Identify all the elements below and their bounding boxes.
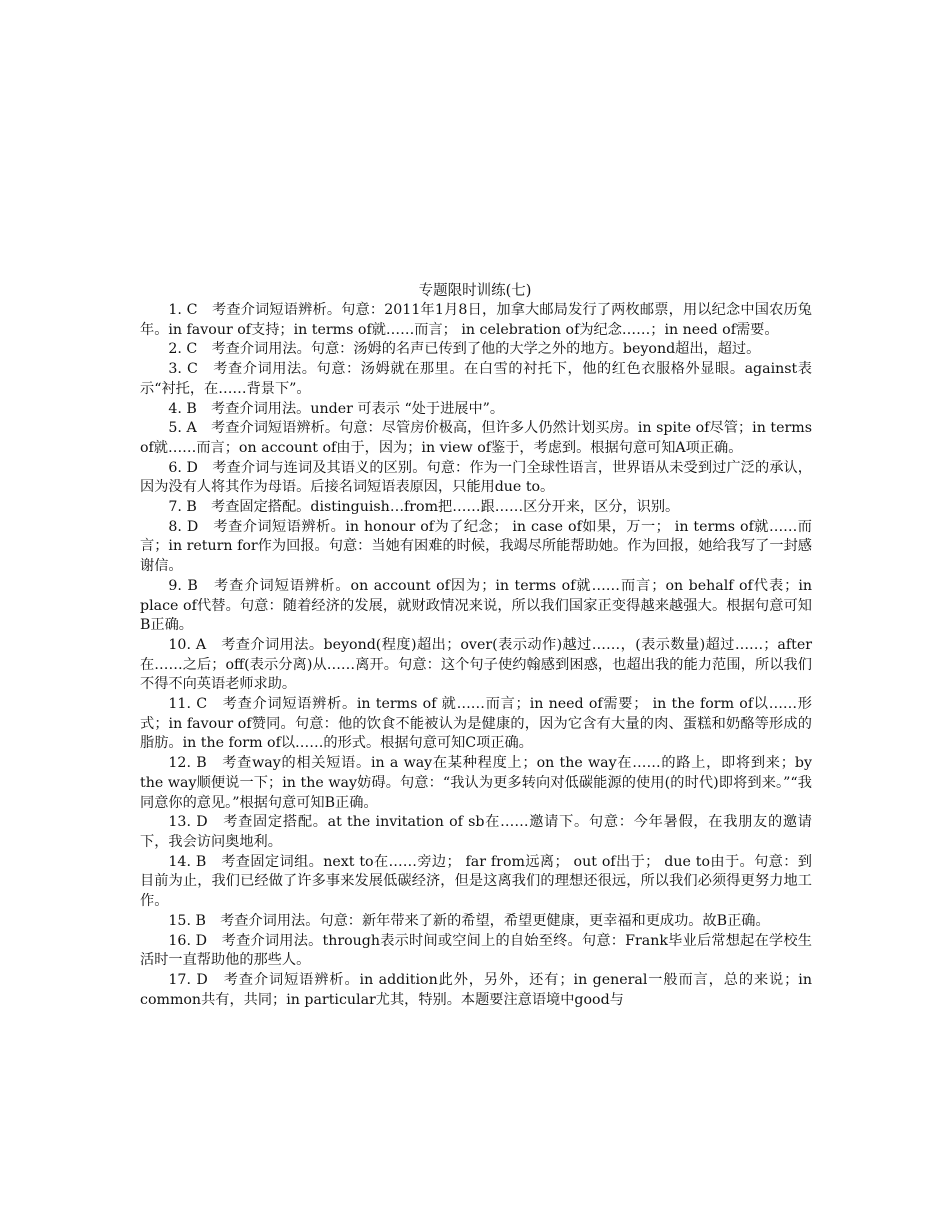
answer-item-15: 15. B 考查介词用法。句意：新年带来了新的希望，希望更健康，更幸福和更成功。故B正确。 — [168, 912, 770, 929]
answer-item-8: 8. D 考查介词短语辨析。in honour of为了纪念； in case of如果，万一； in terms of就……而言；in return for作为回报。句意：当她有困难的时候，我竭尽所能帮助她。作为回报，她给我写了一封感谢信。 — [140, 518, 812, 575]
page-title: 专题限时训练(七) — [418, 283, 532, 299]
answer-item-14: 14. B 考查固定词组。next to在……旁边； far from远离； out of出于； due to由于。句意：到目前为止，我们已经做了许多事来发展低碳经济，但是这离我们的理想还很远，所以我们必须得更努力地工作。 — [140, 853, 812, 910]
answer-item-11: 11. C 考查介词短语辨析。in terms of 就……而言；in need of需要； in the form of以……形式；in favour of赞同。句意：他的饮食不能被认为是健康的，因为它含有大量的肉、蛋糕和奶酪等形成的脂肪。in the form of以……的形式。根据句意可知C项正确。 — [140, 696, 812, 752]
answer-item-2: 2. C 考查介词用法。句意：汤姆的名声已传到了他的大学之外的地方。beyond超出，超过。 — [168, 341, 761, 358]
answer-list — [140, 301, 812, 1010]
answer-item-4: 4. B 考查介词用法。under 可表示 “处于进展中”。 — [168, 400, 505, 417]
answer-item-10: 10. A 考查介词用法。beyond(程度)超出；over(表示动作)越过……，(表示数量)超过……；after在……之后；off(表示分离)从……离开。句意：这个句子使约翰感到困惑，也超出我的能力范围，所以我们不得不向英语老师求助。 — [140, 636, 812, 693]
answer-item-13: 13. D 考查固定搭配。at the invitation of sb在……邀请下。句意：今年暑假，在我朋友的邀请下，我会访问奥地利。 — [140, 814, 812, 850]
answer-item-16: 16. D 考查介词用法。through表示时间或空间上的自始至终。句意：Frank毕业后常想起在学校生活时一直帮助他的那些人。 — [140, 932, 812, 969]
answer-item-7: 7. B 考查固定搭配。distinguish…from把……跟……区分开来，区分，识别。 — [168, 499, 680, 516]
answer-item-3: 3. C 考查介词用法。句意：汤姆就在那里。在白雪的衬托下，他的红色衣服格外显眼。against表示“衬托，在……背景下”。 — [140, 361, 812, 397]
answer-item-6: 6. D 考查介词与连词及其语义的区别。句意：作为一门全球性语言，世界语从未受到过广泛的承认，因为没有人将其作为母语。后接名词短语表原因，只能用due to。 — [140, 459, 812, 496]
answer-item-1: 1. C 考查介词短语辨析。句意：2011年1月8日，加拿大邮局发行了两枚邮票，用以纪念中国农历兔年。in favour of支持；in terms of就……而言； in celebration of为纪念……；in need of需要。 — [140, 302, 812, 338]
answer-item-9: 9. B 考查介词短语辨析。on account of因为；in terms of就……而言；on behalf of代表；in place of代替。句意：随着经济的发展，就财政情况来说，所以我们国家正变得越来越强大。根据句意可知B正确。 — [140, 577, 812, 634]
answer-item-5: 5. A 考查介词短语辨析。句意：尽管房价极高，但许多人仍然计划买房。in spite of尽管；in terms of就……而言；on account of由于，因为；in view of鉴于，考虑到。根据句意可知A项正确。 — [140, 420, 812, 456]
answer-item-17: 17. D 考查介词短语辨析。in addition此外，另外，还有；in general一般而言，总的来说；in common共有，共同；in particular尤其，特别。本题要注意语境中good与 — [140, 971, 812, 1008]
answer-item-12: 12. B 考查way的相关短语。in a way在某种程度上；on the way在……的路上，即将到来；by the way顺便说一下；in the way妨碍。句意：“我认为更多转向对低碳能源的使用(的时代)即将到来。”“我同意你的意见。”根据句意可知B正确。 — [140, 755, 812, 811]
